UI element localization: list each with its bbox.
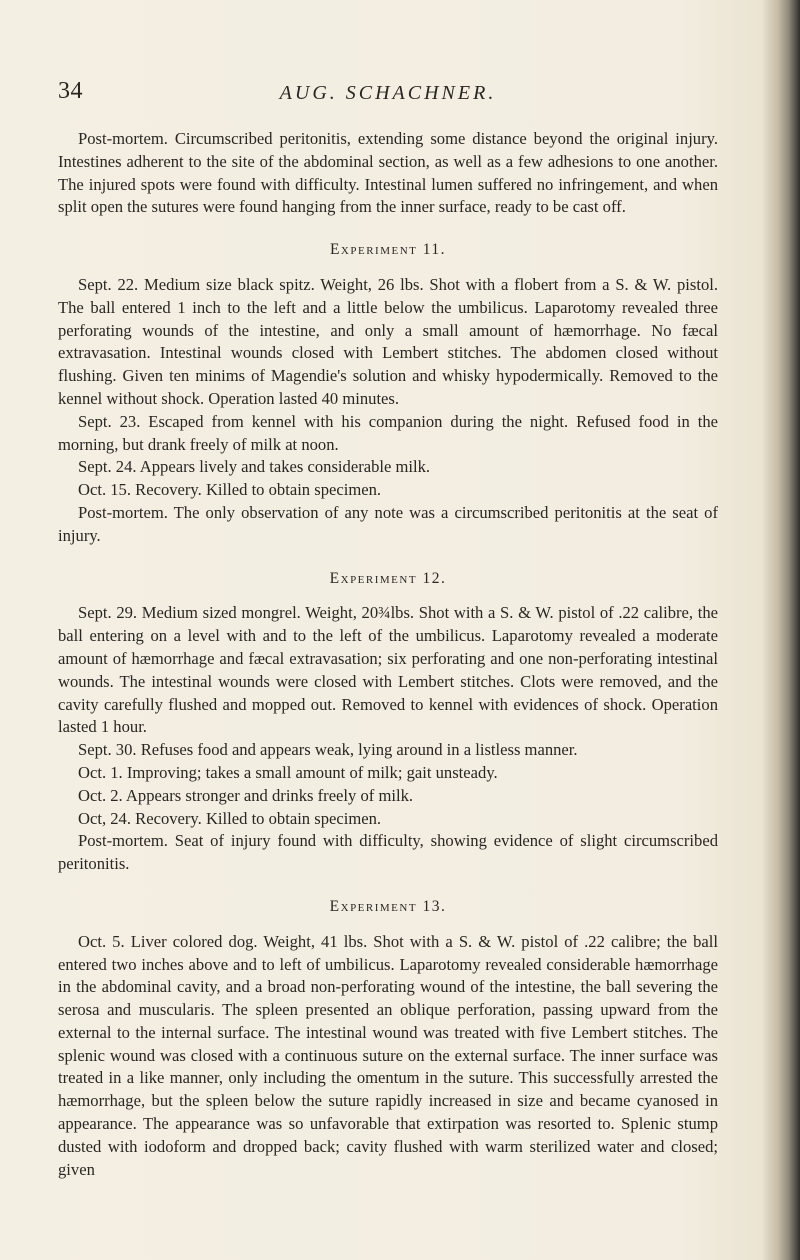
experiment-paragraph: Post-mortem. Seat of injury found with difficulty, showing evidence of slight circumscribed peritonitis.: [58, 831, 718, 874]
experiment-paragraph: Oct. 5. Liver colored dog. Weight, 41 lbs. Shot with a S. & W. pistol of .22 calibre; the ball entered two inches above and to left of umbilicus. Laparotomy revealed considerable hæmorrhage in the abdominal cavity, and a broad non-perforating wound of the intestine, the ball severing the serosa and muscularis. The spleen presented an oblique perforation, passing upward from the external to the internal surface. The intestinal wound was treated with five Lembert stitches. The splenic wound was closed with a continuous suture on the external surface. The inner surface was treated in a like manner, only including the omentum in the suture. This successfully arrested the hæmorrhage, but the spleen below the suture rapidly increased in size and became cyanosed in appearance. The appearance was so unfavorable that extirpation was resorted to. Splenic stump dusted with iodoform and dropped back; cavity flushed with warm sterilized water and closed; given: [58, 931, 718, 1179]
experiment-11: [58, 239, 718, 547]
experiment-heading: Experiment 11.: [329, 241, 447, 259]
page-edge-shadow: [762, 0, 800, 1260]
experiment-paragraph: Sept. 30. Refuses food and appears weak, lying around in a listless manner.: [78, 740, 578, 760]
experiment-paragraph: Post-mortem. The only observation of any note was a circumscribed peritonitis at the seat of injury.: [58, 502, 718, 545]
experiment-heading: Experiment 12.: [329, 569, 447, 587]
experiment-paragraph: Sept. 23. Escaped from kennel with his companion during the night. Refused food in the morning, but drank freely of milk at noon.: [58, 411, 718, 454]
page-header: [58, 78, 718, 108]
running-head: AUG. SCHACHNER.: [279, 82, 497, 104]
experiment-paragraph: Oct, 24. Recovery. Killed to obtain specimen.: [78, 808, 382, 828]
experiment-paragraph: Oct. 15. Recovery. Killed to obtain specimen.: [78, 480, 382, 500]
experiment-paragraph: Sept. 24. Appears lively and takes considerable milk.: [78, 457, 431, 477]
experiment-heading: Experiment 13.: [329, 897, 447, 915]
intro-paragraph: Post-mortem. Circumscribed peritonitis, extending some distance beyond the original injury. Intestines adherent to the site of the abdominal section, as well as a few adhesions to one another. The injured spots were found with difficulty. Intestinal lumen suffered no infringement, and when split open the sutures were found hanging from the inner surface, ready to be cast off.: [58, 129, 718, 217]
page-number: 34: [58, 78, 83, 104]
experiment-paragraph: Sept. 29. Medium sized mongrel. Weight, 20¾lbs. Shot with a S. & W. pistol of .22 calibre, the ball entering on a level with and to the left of the umbilicus. Laparotomy revealed a moderate amount of hæmorrhage and fæcal extravasation; six perforating and one non-perforating intestinal wounds. The intestinal wounds were closed with Lembert stitches. Clots were removed, and the cavity carefully flushed and mopped out. Removed to kennel with evidences of shock. Operation lasted 1 hour.: [58, 603, 718, 737]
experiment-13: [58, 896, 718, 1182]
experiment-12: [58, 568, 718, 876]
experiment-paragraph: Oct. 1. Improving; takes a small amount of milk; gait unsteady.: [78, 762, 498, 782]
page-body: [58, 128, 718, 1181]
experiment-paragraph: Oct. 2. Appears stronger and drinks freely of milk.: [78, 785, 414, 805]
experiment-paragraph: Sept. 22. Medium size black spitz. Weight, 26 lbs. Shot with a flobert from a S. & W. pistol. The ball entered 1 inch to the left and a little below the umbilicus. Laparotomy revealed three perforating wounds of the intestine, and only a small amount of hæmorrhage. No fæcal extravasation. Intestinal wounds closed with Lembert stitches. The abdomen closed without flushing. Given ten minims of Magendie's solution and whisky hypodermically. Removed to the kennel without shock. Operation lasted 40 minutes.: [58, 274, 718, 408]
